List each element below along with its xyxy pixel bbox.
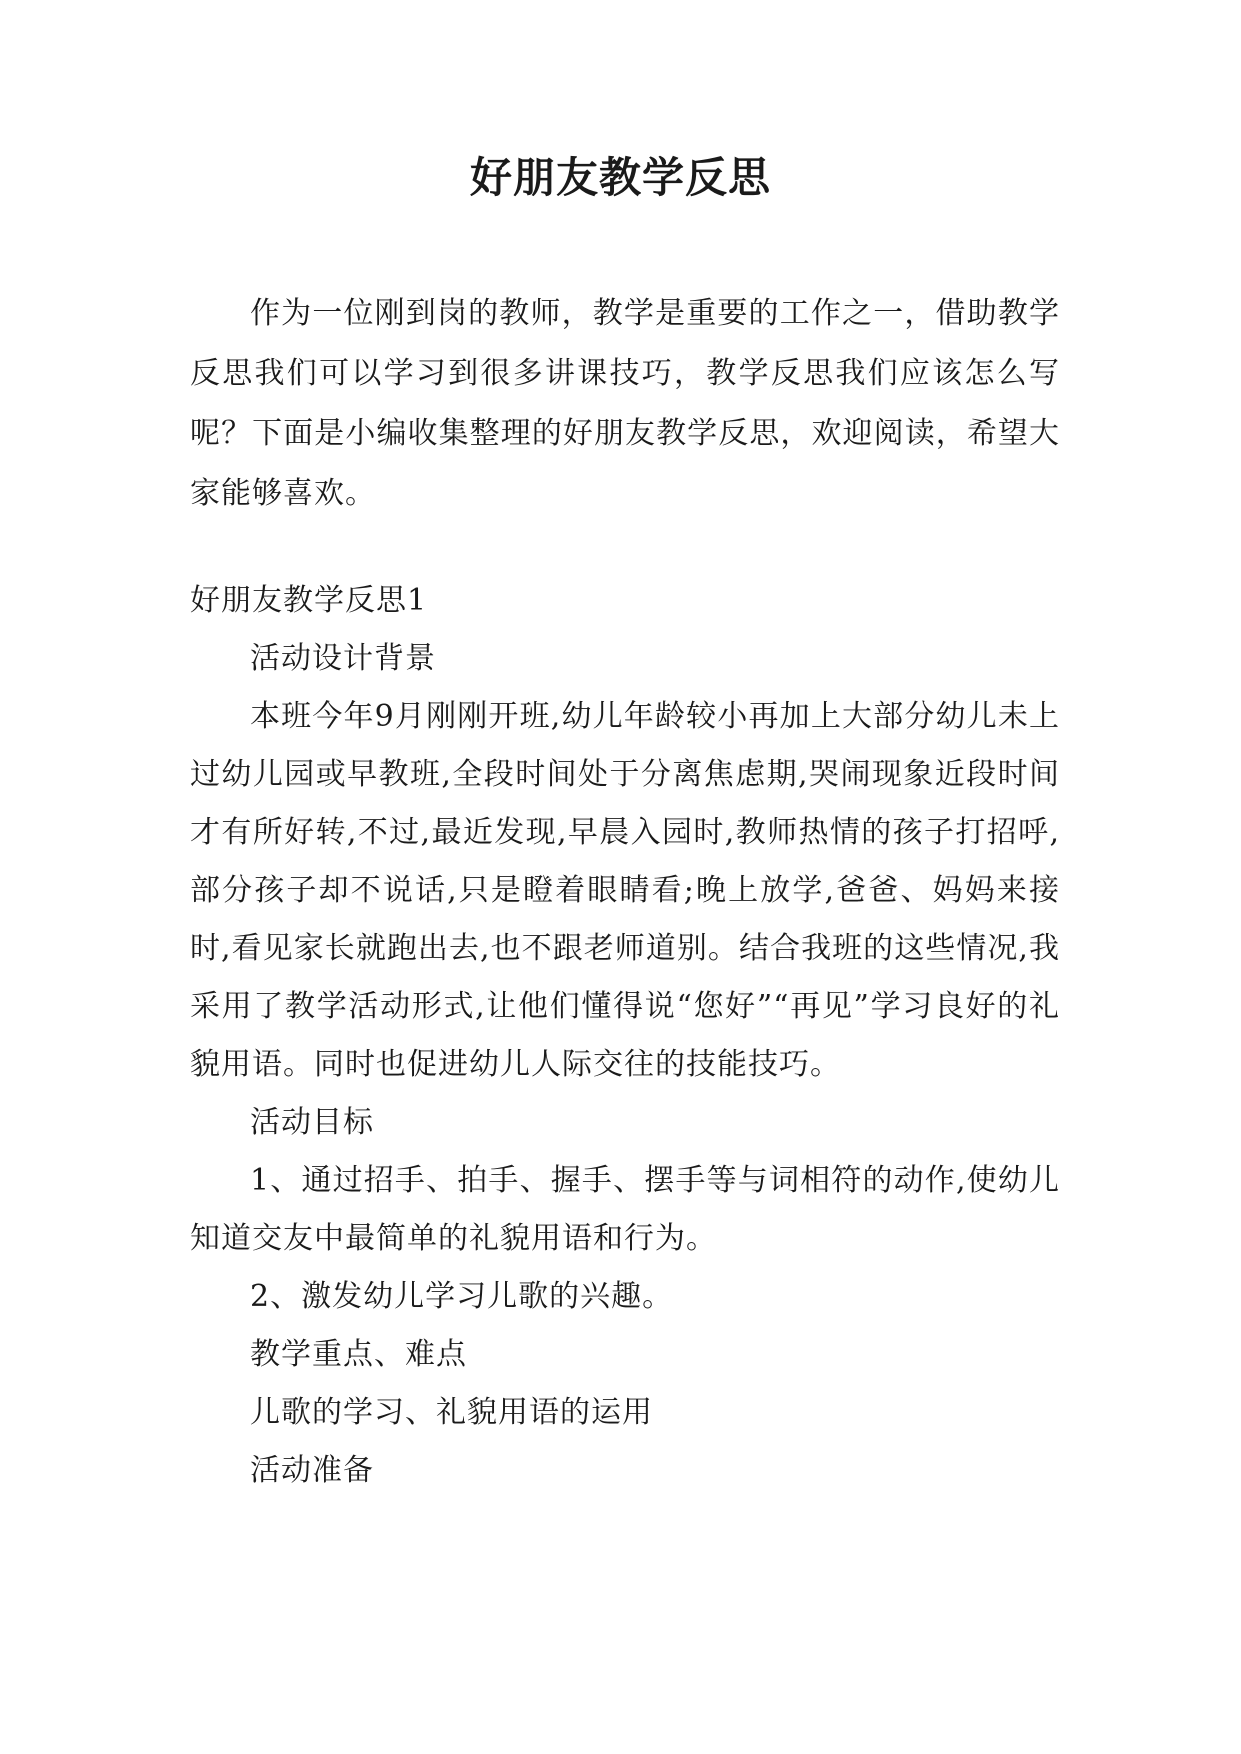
subheading-preparation: 活动准备 [250, 1453, 374, 1488]
goal-item-2: 2、激发幼儿学习儿歌的兴趣。 [250, 1279, 674, 1314]
focus-text: 儿歌的学习、礼貌用语的运用 [250, 1395, 653, 1430]
goal-item-1: 1、通过招手、拍手、握手、摆手等与词相符的动作,使幼儿知道交友中最简单的礼貌用语和行为。 [190, 1163, 1060, 1256]
subheading-goals: 活动目标 [250, 1105, 374, 1140]
section-heading: 好朋友教学反思1 [190, 583, 428, 618]
document-body [190, 284, 1060, 1500]
background-paragraph: 本班今年9月刚刚开班,幼儿年龄较小再加上大部分幼儿未上过幼儿园或早教班,全段时间处于分离焦虑期,哭闹现象近段时间才有所好转,不过,最近发现,早晨入园时,教师热情的孩子打招呼,部分孩子却不说话,只是瞪着眼睛看;晚上放学,爸爸、妈妈来接时,看见家长就跑出去,也不跟老师道别。结合我班的这些情况,我采用了教学活动形式,让他们懂得说“您好”“再见”学习良好的礼貌用语。同时也促进幼儿人际交往的技能技巧。 [190, 699, 1060, 1082]
subheading-focus: 教学重点、难点 [250, 1337, 467, 1372]
intro-paragraph: 作为一位刚到岗的教师，教学是重要的工作之一，借助教学反思我们可以学习到很多讲课技巧，教学反思我们应该怎么写呢？下面是小编收集整理的好朋友教学反思，欢迎阅读，希望大家能够喜欢。 [190, 296, 1060, 511]
document-title: 好朋友教学反思 [469, 153, 771, 202]
subheading-background: 活动设计背景 [250, 641, 436, 676]
